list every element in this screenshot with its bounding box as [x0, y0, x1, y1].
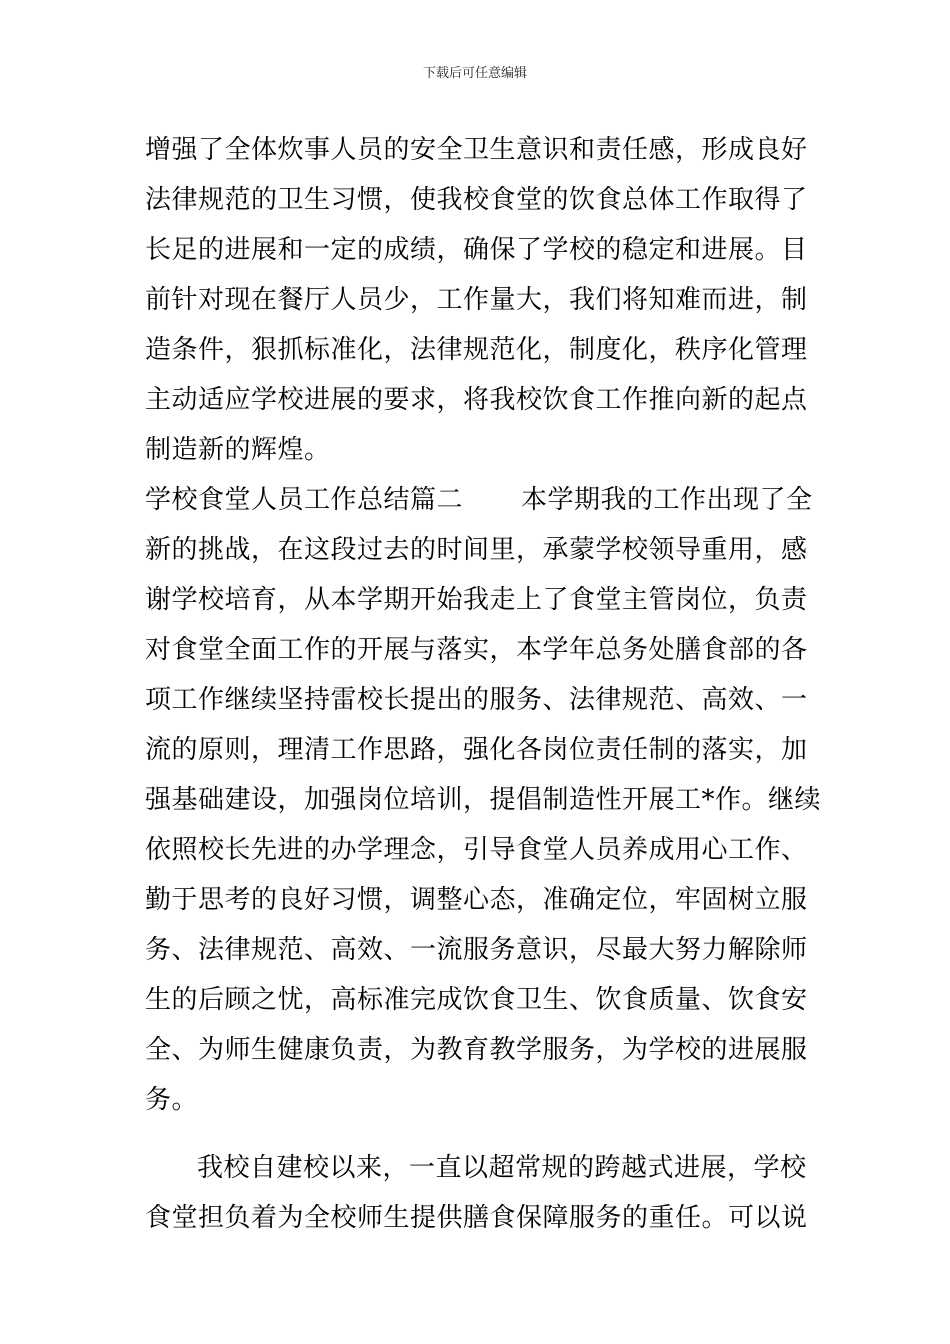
text-line: 造条件，狠抓标准化，法律规范化，制度化，秩序化管理 [145, 335, 808, 365]
text-line: 对食堂全面工作的开展与落实，本学年总务处膳食部的各 [145, 635, 808, 665]
text-line: 增强了全体炊事人员的安全卫生意识和责任感，形成良好 [145, 135, 808, 165]
text-line: 务、法律规范、高效、一流服务意识，尽最大努力解除师 [145, 935, 808, 965]
text-line: 新的挑战，在这段过去的时间里，承蒙学校领导重用，感 [145, 535, 808, 565]
text-line: 流的原则，理清工作思路，强化各岗位责任制的落实，加 [145, 735, 808, 765]
text-line: 强基础建设，加强岗位培训，提倡制造性开展工*作。继续 [145, 785, 822, 815]
paragraph-1 [145, 125, 810, 475]
text-line: 我校自建校以来，一直以超常规的跨越式进展，学校 [197, 1153, 807, 1183]
text-line: 生的后顾之忧，高标准完成饮食卫生、饮食质量、饮食安 [145, 985, 808, 1015]
text-line: 制造新的辉煌。 [145, 435, 331, 465]
text-line: 食堂担负着为全校师生提供膳食保障服务的重任。可以说 [145, 1203, 808, 1233]
text-line: 主动适应学校进展的要求，将我校饮食工作推向新的起点 [145, 385, 808, 415]
section-title: 学校食堂人员工作总结篇二 [145, 485, 464, 515]
paragraph-2-opening: 本学期我的工作出现了全 [521, 485, 813, 515]
paragraph-2 [145, 475, 822, 1125]
text-line: 勤于思考的良好习惯，调整心态，准确定位，牢固树立服 [145, 885, 808, 915]
page-header-note: 下载后可任意编辑 [422, 66, 527, 81]
text-line: 依照校长先进的办学理念，引导食堂人员养成用心工作、 [145, 835, 808, 865]
section-title-line [145, 475, 813, 525]
text-line: 长足的进展和一定的成绩，确保了学校的稳定和进展。目 [145, 235, 808, 265]
document-body [145, 125, 822, 1243]
text-line: 务。 [145, 1085, 199, 1115]
text-line: 全、为师生健康负责，为教育教学服务，为学校的进展服 [145, 1035, 808, 1065]
text-line: 法律规范的卫生习惯，使我校食堂的饮食总体工作取得了 [145, 185, 808, 215]
paragraph-3 [145, 1143, 810, 1243]
text-line: 项工作继续坚持雷校长提出的服务、法律规范、高效、一 [145, 685, 808, 715]
text-line: 谢学校培育，从本学期开始我走上了食堂主管岗位，负责 [145, 585, 808, 615]
text-line: 前针对现在餐厅人员少，工作量大，我们将知难而进，制 [145, 285, 808, 315]
